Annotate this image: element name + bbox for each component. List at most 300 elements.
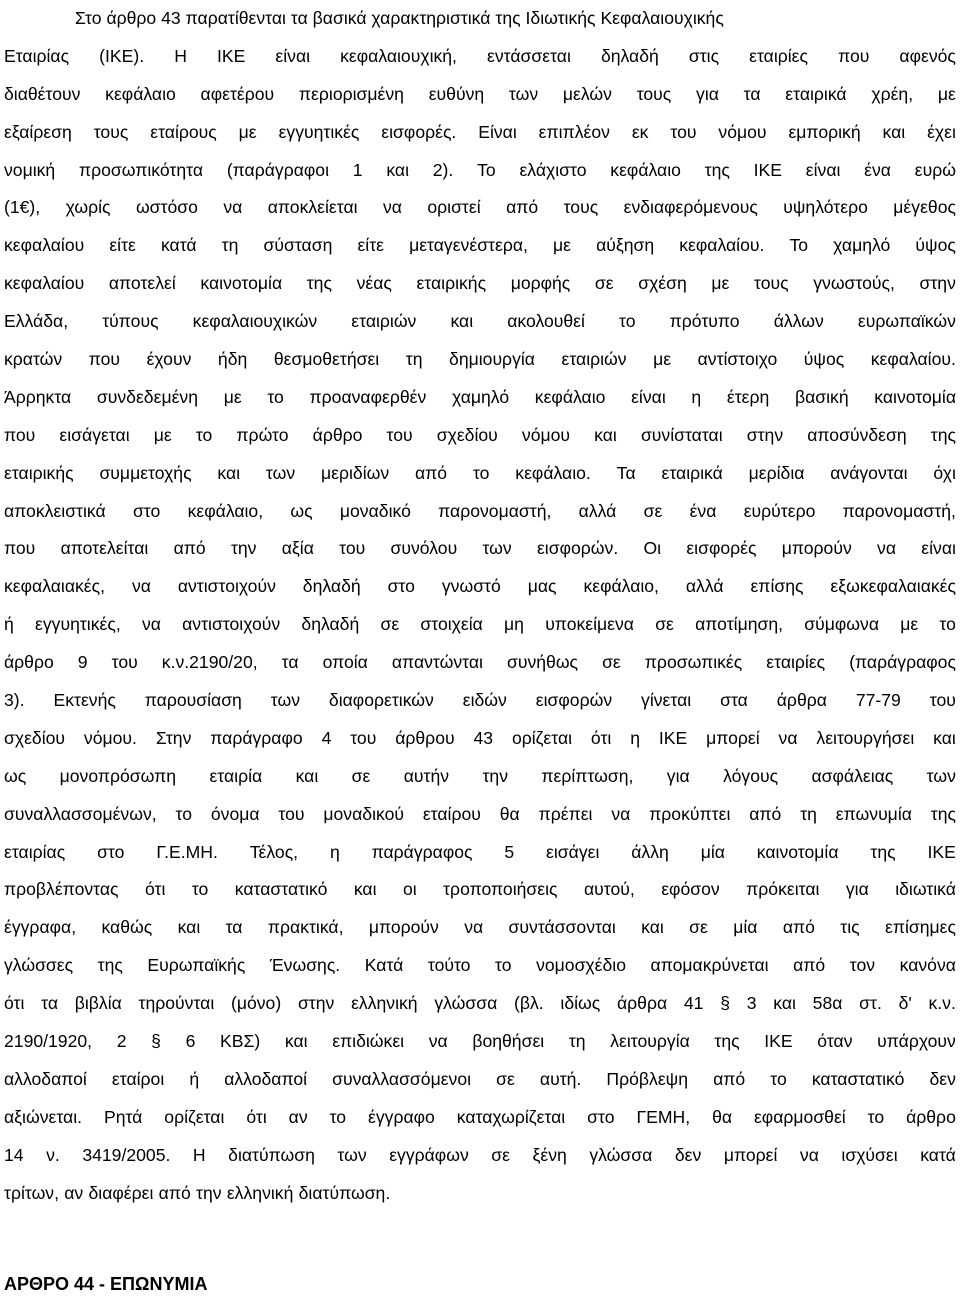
word: στην <box>297 993 335 1014</box>
word: εξαίρεση <box>4 121 72 142</box>
word: που <box>88 349 121 370</box>
word: συνδεδεμένη <box>96 386 199 407</box>
word: αποσύνδεση <box>807 424 907 445</box>
word: ΙΚΕ <box>753 159 782 180</box>
word: μη <box>504 614 524 635</box>
word: που <box>4 424 36 445</box>
word: ένα <box>689 500 717 521</box>
word: κεφάλαιο, <box>187 500 264 521</box>
word: στο <box>132 500 161 521</box>
word: των <box>482 538 512 559</box>
word: 3419/2005. <box>82 1144 171 1165</box>
word: ήδη <box>217 349 248 370</box>
text-line <box>4 834 956 872</box>
word: που <box>838 45 870 66</box>
word: τα <box>281 652 299 673</box>
word: ευρώ <box>914 159 956 180</box>
word: ισχύσει <box>841 1144 898 1165</box>
word: το <box>329 1106 347 1127</box>
word: παρονομαστή, <box>842 500 956 521</box>
word: τους <box>754 273 789 294</box>
word: Ευρωπαϊκής <box>147 955 246 976</box>
word: ως <box>4 765 27 786</box>
word: αποκλείεται <box>267 197 358 218</box>
word: αξία <box>281 538 314 559</box>
word: λόγους <box>723 765 779 786</box>
word: επίσημες <box>884 917 956 938</box>
word: αυτού, <box>583 879 635 900</box>
word: στο <box>387 576 415 597</box>
word: Εταιρίας <box>4 45 70 66</box>
word: με <box>223 386 242 407</box>
word: εταιρίες <box>766 652 826 673</box>
word: το <box>267 386 284 407</box>
word: το <box>619 311 636 332</box>
word: αντίστοιχο <box>697 349 778 370</box>
word: υψηλότερο <box>783 197 868 218</box>
word: της <box>930 424 956 445</box>
word: σε <box>594 273 614 294</box>
word: τους <box>636 83 672 104</box>
word: των <box>337 1144 367 1165</box>
word: να <box>382 197 402 218</box>
word: αποτελείται <box>60 538 149 559</box>
text-line <box>4 265 956 303</box>
word: κεφαλαιακές, <box>4 576 106 597</box>
word: οποία <box>322 652 368 673</box>
word: που <box>4 538 36 559</box>
word: εξωκεφαλαιακές <box>830 576 956 597</box>
word: από <box>506 197 539 218</box>
word: τα <box>41 993 59 1014</box>
word: 2). <box>432 159 454 180</box>
word: όχι <box>933 462 956 483</box>
word: μπορεί <box>723 1144 778 1165</box>
word: επίσης <box>750 576 804 597</box>
word: εταιρικά <box>661 462 723 483</box>
word: θεσμοθετήσει <box>273 349 380 370</box>
word: από <box>749 803 782 824</box>
word: σχεδίου <box>436 424 498 445</box>
word: βιβλία <box>74 993 122 1014</box>
word: μορφής <box>510 273 571 294</box>
word: η <box>630 727 640 748</box>
word: χωρίς <box>65 197 111 218</box>
word: κεφαλαίου. <box>870 349 956 370</box>
word: με <box>238 121 257 142</box>
word: κεφάλαιο <box>610 159 681 180</box>
word: εισάγει <box>546 841 600 862</box>
word: τις <box>840 917 860 938</box>
word: ότι <box>590 727 612 748</box>
word: εγγυητικές, <box>35 614 121 635</box>
word: από <box>158 1182 191 1203</box>
text-line <box>4 909 956 947</box>
word: άρθρο <box>906 1106 956 1127</box>
word: 3). <box>4 690 25 711</box>
word: και <box>933 727 956 748</box>
word: προαναφερθέν <box>309 386 427 407</box>
word: κεφαλαίου <box>4 235 85 256</box>
word: ελληνική <box>226 1182 294 1203</box>
word: βοηθήσει <box>472 1031 545 1052</box>
word: 6 <box>185 1031 196 1052</box>
text-line <box>4 758 956 796</box>
word: ότι <box>144 879 166 900</box>
word: ακολουθεί <box>507 311 585 332</box>
word: μεριδίων <box>321 462 390 483</box>
word: καθώς <box>101 917 153 938</box>
word: κεφάλαιο. <box>515 462 591 483</box>
text-line <box>4 493 956 531</box>
word: από <box>173 538 206 559</box>
word: της <box>930 803 956 824</box>
word: Ελλάδα, <box>4 311 69 332</box>
word: αύξηση <box>596 235 655 256</box>
word: συνίσταται <box>640 424 723 445</box>
word: τη <box>568 1031 586 1052</box>
word: και <box>353 879 377 900</box>
word: πρόκειται <box>746 879 820 900</box>
word: καταστατικό <box>234 879 328 900</box>
word: κεφάλαιο <box>105 83 176 104</box>
word: των <box>270 690 300 711</box>
word: μία <box>733 917 758 938</box>
word: και <box>386 159 409 180</box>
word: ενδιαφερόμενους <box>623 197 758 218</box>
word: χαμηλό <box>833 235 891 256</box>
word: Οι <box>643 538 662 559</box>
word: διαθέτουν <box>4 83 81 104</box>
word: το <box>472 462 490 483</box>
word: λειτουργήσει <box>816 727 915 748</box>
word: εφόσον <box>661 879 720 900</box>
word: του <box>929 690 956 711</box>
word: τη <box>405 349 423 370</box>
word: βασική <box>794 386 849 407</box>
word: σύμφωνα <box>804 614 879 635</box>
word: εταιριών <box>561 349 627 370</box>
word: είναι <box>921 538 956 559</box>
word: 41 <box>683 993 704 1014</box>
word: τρίτων, <box>4 1182 59 1203</box>
text-line <box>4 38 956 76</box>
text-line <box>4 76 956 114</box>
word: Το <box>477 159 496 180</box>
word: στοιχεία <box>420 614 483 635</box>
word: γνωστούς, <box>813 273 895 294</box>
word: κρατών <box>4 349 63 370</box>
word: είναι <box>805 159 841 180</box>
word: του <box>278 803 305 824</box>
word: πρακτικά, <box>267 917 344 938</box>
word: της <box>870 841 896 862</box>
word: να <box>428 1031 448 1052</box>
word: τηρούνται <box>138 993 215 1014</box>
word: στην <box>919 273 956 294</box>
word: κεφαλαίου. <box>679 235 765 256</box>
word: πρότυπο <box>669 311 740 332</box>
text-line <box>4 796 956 834</box>
text-line <box>4 189 956 227</box>
word: να <box>877 538 896 559</box>
word: Το <box>789 235 809 256</box>
word: αξιώνεται. <box>4 1106 83 1127</box>
word: οι <box>402 879 417 900</box>
word: μεταγενέστερα, <box>409 235 528 256</box>
word: εισάγεται <box>59 424 130 445</box>
word: διαφέρει <box>88 1182 154 1203</box>
document-body <box>4 0 956 1213</box>
word: σε <box>689 917 708 938</box>
word: δεν <box>929 1068 956 1089</box>
word: και <box>641 917 664 938</box>
word: είτε <box>109 235 136 256</box>
word: δ' <box>898 993 912 1014</box>
word: § <box>720 993 730 1014</box>
word: κατά <box>920 1144 956 1165</box>
word: εταίροι <box>111 1068 165 1089</box>
word: ΓΕΜΗ, <box>636 1106 691 1127</box>
word: θα <box>712 1106 733 1127</box>
word: συμμετοχής <box>99 462 192 483</box>
word: κεφαλαιουχικών <box>192 311 318 332</box>
word: είναι <box>275 45 311 66</box>
word: παράγραφο <box>210 727 303 748</box>
word: κ.ν. <box>928 993 956 1014</box>
text-line <box>4 871 956 909</box>
word: κεφαλαίου <box>4 273 85 294</box>
word: θα <box>499 803 520 824</box>
word: αποτίμηση, <box>695 614 784 635</box>
word: προκύπτει <box>649 803 731 824</box>
word: την <box>482 765 508 786</box>
word: σε <box>491 1144 510 1165</box>
word: ότι <box>4 993 25 1014</box>
word: εισφορές. <box>381 121 457 142</box>
word: γλώσσες <box>4 955 74 976</box>
word: είναι <box>631 386 666 407</box>
word: τη <box>800 803 817 824</box>
word: εκ <box>631 121 649 142</box>
word: των <box>265 462 296 483</box>
word: εταιρίες <box>749 45 808 66</box>
text-line <box>4 606 956 644</box>
text-line <box>4 152 956 190</box>
word: ΚΒΣ) <box>220 1031 261 1052</box>
word: τροποποιήσεις <box>443 879 558 900</box>
word: δηλαδή <box>600 45 659 66</box>
word: σύσταση <box>263 235 333 256</box>
word: σχεδίου <box>4 727 66 748</box>
word: 9 <box>77 652 88 673</box>
word: της <box>97 955 123 976</box>
word: τη <box>221 235 239 256</box>
word: ανάγονται <box>830 462 908 483</box>
word: να <box>131 576 151 597</box>
word: σε <box>602 652 621 673</box>
word: ύψος <box>803 349 845 370</box>
word: 3 <box>746 993 757 1014</box>
text-line <box>4 1175 956 1213</box>
word: μελών <box>562 83 612 104</box>
word: ευθύνη <box>428 83 485 104</box>
word: ότι <box>246 1106 267 1127</box>
word: αυτήν <box>403 765 450 786</box>
word: ευρύτερο <box>743 500 816 521</box>
word: περίπτωση, <box>541 765 634 786</box>
word: τα <box>225 917 243 938</box>
word: διαφορετικών <box>328 690 434 711</box>
word: αποτελεί <box>108 273 176 294</box>
word: εφαρμοσθεί <box>753 1106 846 1127</box>
word: να <box>799 1144 819 1165</box>
text-line <box>4 379 956 417</box>
word: νομοσχέδιο <box>536 955 626 976</box>
word: και <box>284 1031 308 1052</box>
word: υπάρχουν <box>877 1031 956 1052</box>
word: (1€), <box>4 197 41 218</box>
section-heading: ΑΡΘΡΟ 44 - ΕΠΩΝΥΜΙΑ <box>4 1274 208 1294</box>
word: αλλοδαποί <box>4 1068 87 1089</box>
word: για <box>666 765 690 786</box>
word: προσωπικές <box>644 652 743 673</box>
word: βασικά <box>312 8 367 28</box>
word: εντάσσεται <box>487 45 571 66</box>
word: σχέση <box>638 273 687 294</box>
word: ορίζεται <box>164 1106 225 1127</box>
word: κατά <box>160 235 197 256</box>
word: της <box>495 8 521 28</box>
word: καινοτομία <box>756 841 839 862</box>
word: 2 <box>116 1031 127 1052</box>
word: εταιρικής <box>4 462 74 483</box>
text-line <box>4 1061 956 1099</box>
word: (βλ. <box>514 993 544 1014</box>
text-line <box>4 227 956 265</box>
word: παρουσίαση <box>144 690 242 711</box>
word: Γ.Ε.ΜΗ. <box>156 841 218 862</box>
word: από <box>414 462 448 483</box>
word: (παράγραφοι <box>226 159 329 180</box>
word: μπορούν <box>368 917 439 938</box>
word: άρθρο <box>4 652 54 673</box>
word: μερίδια <box>748 462 805 483</box>
word: να <box>141 614 161 635</box>
word: στο <box>97 841 125 862</box>
text-line <box>4 114 956 152</box>
word: Πρόβλεψη <box>606 1068 688 1089</box>
word: με <box>900 614 919 635</box>
word: δηλαδή <box>302 576 361 597</box>
word: τους <box>563 197 599 218</box>
word: με <box>937 83 956 104</box>
word: § <box>151 1031 161 1052</box>
text-line <box>4 720 956 758</box>
word: εγγράφων <box>389 1144 469 1165</box>
word: επιδιώκει <box>332 1031 405 1052</box>
word: κανόνα <box>899 955 956 976</box>
word: συναλλασσόμενοι <box>332 1068 472 1089</box>
word: 4 <box>321 727 332 748</box>
word: άρθρα <box>776 690 827 711</box>
text-line <box>4 985 956 1023</box>
word: κεφάλαιο, <box>583 576 659 597</box>
word: στο <box>587 1106 615 1127</box>
word: και <box>594 424 617 445</box>
word: εταιρικής <box>416 273 487 294</box>
word: για <box>845 879 869 900</box>
word: χαμηλό <box>451 386 510 407</box>
word: Στο <box>75 8 102 28</box>
word: (παράγραφος <box>849 652 956 673</box>
word: δεν <box>674 1144 702 1165</box>
text-line <box>4 947 956 985</box>
word: περιορισμένη <box>298 83 404 104</box>
word: (μόνο) <box>230 993 282 1014</box>
word: γίνεται <box>641 690 692 711</box>
word: της <box>704 159 730 180</box>
word: και <box>882 121 906 142</box>
word: τα <box>743 83 761 104</box>
text-line <box>4 417 956 455</box>
word: το <box>191 879 209 900</box>
word: Τέλος, <box>249 841 299 862</box>
word: δηλαδή <box>301 614 360 635</box>
word: των <box>508 83 539 104</box>
word: 43 <box>161 8 181 28</box>
word: καινοτομία <box>874 386 956 407</box>
word: εταίρους <box>150 121 217 142</box>
word: του <box>386 424 413 445</box>
word: όνομα <box>210 803 260 824</box>
word: εταιρίας <box>4 841 66 862</box>
word: ως <box>290 500 313 521</box>
text-line <box>4 1099 956 1137</box>
word: στις <box>688 45 720 66</box>
word: από <box>713 1068 746 1089</box>
word: του <box>111 652 138 673</box>
word: παρονομαστή, <box>438 500 552 521</box>
word: ξένη <box>532 1144 567 1165</box>
word: σε <box>380 614 400 635</box>
word: στην <box>746 424 784 445</box>
word: της <box>306 273 332 294</box>
word: 77-79 <box>855 690 901 711</box>
word: νέας <box>356 273 392 294</box>
word: εισφορές <box>686 538 757 559</box>
word: συντάσσονται <box>508 917 616 938</box>
word: με <box>553 235 571 256</box>
word: νόμου <box>521 424 571 445</box>
word: τον <box>849 955 876 976</box>
word: κεφαλαιουχική, <box>340 45 457 66</box>
word: εμπορική <box>788 121 861 142</box>
word: Κεφαλαιουχικής <box>600 8 724 28</box>
word: μέγεθος <box>893 197 956 218</box>
word: άρθρο <box>106 8 157 28</box>
word: και <box>177 917 201 938</box>
word: από <box>793 955 826 976</box>
word: και <box>773 993 796 1014</box>
word: συνόλου <box>390 538 458 559</box>
word: η <box>691 386 702 407</box>
word: την <box>196 1182 222 1203</box>
word: αποκλειστικά <box>4 500 106 521</box>
word: καταστατικό <box>811 1068 905 1089</box>
word: έγγραφα, <box>4 917 77 938</box>
word: νόμου <box>718 121 767 142</box>
